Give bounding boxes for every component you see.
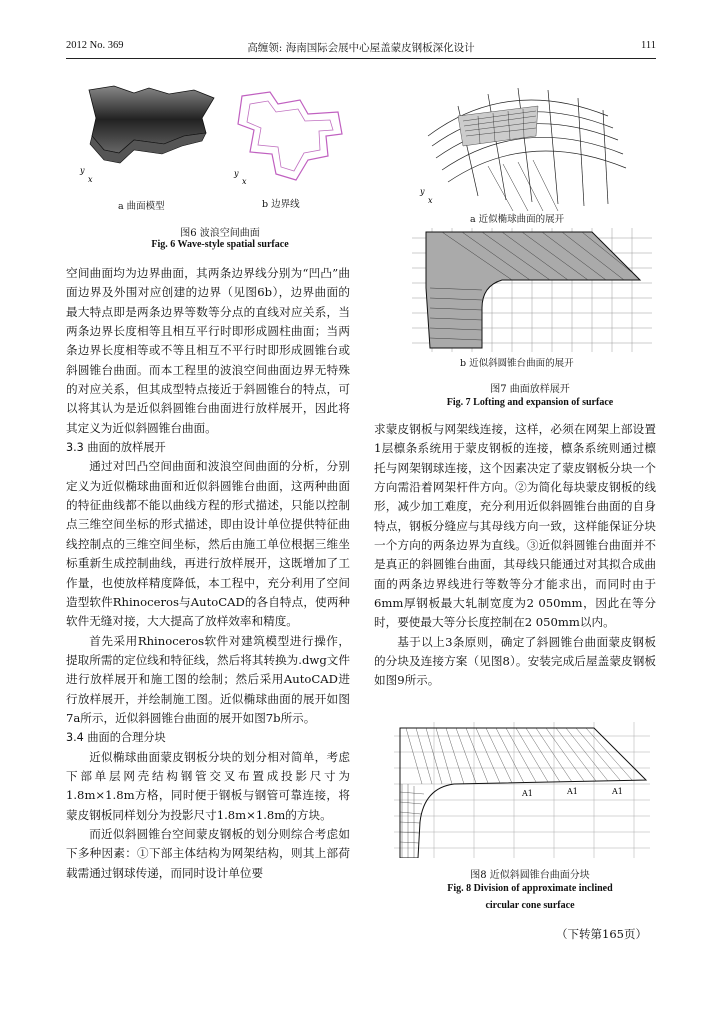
left-column [66,264,350,883]
fig6a-surface-model [74,78,224,188]
left-para-1: 空间曲面均为边界曲面，其两条边界线分别为“凹凸”曲面边界及外围对应创建的边界（见图6b），边界曲面的最大特点即是两条边界等数等分点的直线对应关系，当两条边界长度相等且相互平行时即形成圆柱曲面；当两条边界长度相等或不等且相互不平行时即形成圆锥台或斜圆锥台曲面。而本工程里的波浪空间曲面边界无特殊的对应关系，但其成型特点接近于斜圆锥台的特点，可以将其认为是近似斜圆锥台曲面进行放样展开，因此将其定义为近似斜圆锥台曲面。 [66,266,350,435]
left-para-2: 通过对凹凸空间曲面和波浪空间曲面的分析，分别定义为近似椭球曲面和近似斜圆锥台曲面，这两种曲面的特征曲线都不能以曲线方程的形式描述，只能以控制点三维空间坐标的形式描述，即由设计单位提供特征曲线控制点的三维空间坐标，然后由施工单位根据三维坐标重新生成控制曲线，再进行放样展开，这既增加了工作量，也使放样精度降低，本工程中，充分利用了空间造型软件Rhinoceros与AutoCAD的各自特点，使两种软件无缝对接，大大提高了放样效率和精度。 [66,459,350,629]
issue-number: 2012 No. 369 [66,40,124,51]
right-column [374,420,656,691]
right-para-2: 基于以上3条原则，确定了斜圆锥台曲面蒙皮钢板的分块及连接方案（见图8）。安装完成后屋盖蒙皮钢板如图9所示。 [374,634,656,688]
fig6a-axis-y: y [80,166,85,175]
fig6b-axis-y: y [234,169,239,178]
section-3-4-heading: 3.4 曲面的合理分块 [66,731,166,745]
fig7a-axis-x: x [428,196,433,205]
fig8-caption-en-1: Fig. 8 Division of approximate inclined [447,883,613,894]
fig6b-boundary-lines [230,84,350,188]
left-para-3: 首先采用Rhinoceros软件对建筑模型进行操作，提取所需的定位线和特征线，然后将其转换为.dwg文件进行放样展开和施工图的绘制；然后采用AutoCAD进行放样展开，并绘制施工图。近似椭球曲面的展开如图7a所示，近似斜圆锥台曲面的展开如图7b所示。 [66,633,350,725]
left-para-5: 而近似斜圆锥台空间蒙皮钢板的划分则综合考虑如下多种因素：①下部主体结构为网架结构，则其上部荷载需通过钢球传递，而同时设计单位要 [66,826,350,880]
fig7-caption-en: Fig. 7 Lofting and expansion of surface [446,397,614,408]
fig6a-axis-x: x [88,175,93,184]
fig7-caption-cn: 图7 曲面放样展开 [490,384,570,395]
right-para-1: 求蒙皮钢板与网架线连接，这样，必须在网架上部设置1层檩条系统用于蒙皮钢板的连接，檩条系统则通过檩托与网架钢球连接，这个因素决定了蒙皮钢板分块一个方向需沿着网架杆件方向。②为简化每块蒙皮钢板的线形，减少加工难度，充分利用近似斜圆锥台曲面的自身特点，钢板分缝应与其母线方向一致，这样能保证分块一个方向的两条边界为直线。③近似斜圆锥台曲面并不是真正的斜圆锥台曲面，其母线只能通过对其拟合成曲面的两条边界线进行等数等分才能求出，而同时由于6mm厚钢板最大轧制宽度为2 050mm，因此在等分时，要使最大等分长度控制在2 050mm以内。 [374,422,656,630]
fig6a-label: a 曲面模型 [118,201,165,212]
running-title: 高缠领: 海南国际会展中心屋盖蒙皮钢板深化设计 [247,42,475,54]
fig6b-axis-x: x [242,177,247,186]
fig8-label-a1-3: A1 [612,787,623,796]
continued-note: （下转第165页） [556,927,647,941]
fig7b-label: b 近似斜圆锥台曲面的展开 [460,358,574,369]
fig6-caption-en: Fig. 6 Wave-style spatial surface [151,239,289,250]
fig8-cone-division [394,722,650,858]
running-header [66,40,656,58]
fig7a-axis-y: y [420,187,425,196]
fig7a-label: a 近似椭球曲面的展开 [470,214,565,225]
fig8-label-a1-2: A1 [567,787,578,796]
page-number: 111 [641,40,656,51]
section-3-3-heading: 3.3 曲面的放样展开 [66,441,166,455]
fig7b-cone-expansion [412,228,652,352]
fig8-label-a1-1: A1 [522,789,533,798]
fig8-caption-cn: 图8 近似斜圆锥台曲面分块 [470,870,590,881]
fig8-caption-en-2: circular cone surface [485,900,575,911]
fig7a-ellipsoid-expansion [418,76,638,216]
fig6b-label: b 边界线 [262,199,300,210]
left-para-4: 近似椭球曲面蒙皮钢板分块的划分相对简单，考虑下部单层网壳结构钢管交叉布置成投影尺寸为1.8m×1.8m方格，同时便于钢板与钢管可靠连接，将蒙皮钢板同样划分为投影尺寸1.8m×1.8m的方块。 [66,749,350,822]
header-rule [66,58,656,59]
fig6-caption-cn: 图6 波浪空间曲面 [180,228,260,239]
